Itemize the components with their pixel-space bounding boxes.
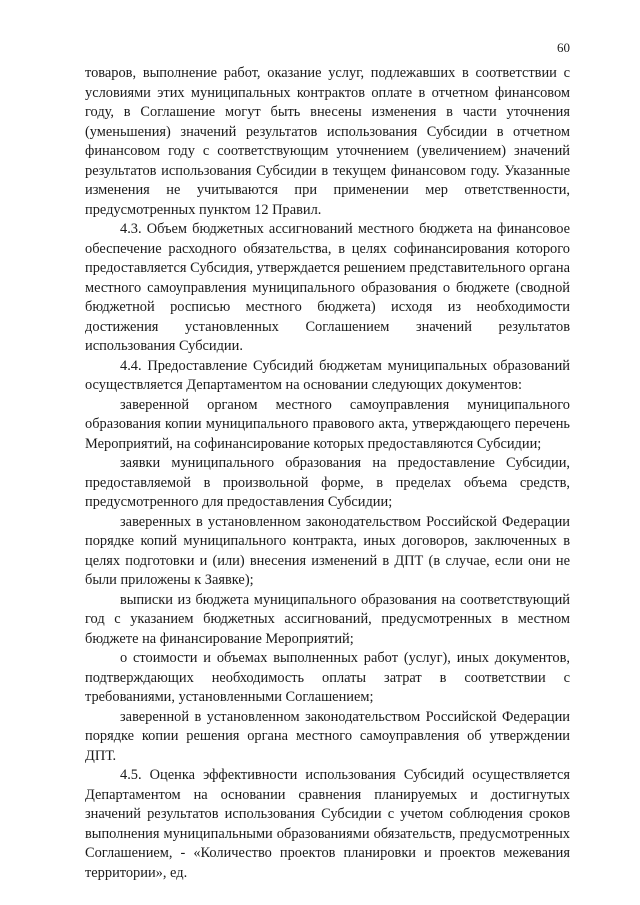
document-list-item: о стоимости и объемах выполненных работ (услуг), иных документов, подтверждающих необходимость оплаты затрат в соответствии с требованиями, установленными Соглашением; bbox=[85, 650, 570, 705]
document-list-item: заверенной органом местного самоуправления муниципального образования копии муниципального правового акта, утверждающего перечень Мероприятий, на софинансирование которых предоставляются Субсидии; bbox=[85, 396, 570, 452]
page-number: 60 bbox=[557, 40, 570, 55]
paragraph-4-5: 4.5. Оценка эффективности использования Субсидий осуществляется Департаментом на основании сравнения планируемых и достигнутых значений результатов использования Субсидии с учетом соблюдения сроков выполнения муниципальными образованиями обязательств, предусмотренных Соглашением, - «Количество проектов планировки и проектов межевания территории», ед. bbox=[85, 767, 570, 881]
paragraph-4-4: 4.4. Предоставление Субсидий бюджетам муниципальных образований осуществляется Департаментом на основании следующих документов: bbox=[85, 357, 570, 393]
document-list-item: заверенной в установленном законодательством Российской Федерации порядке копии решения органа местного самоуправления об утверждении ДПТ. bbox=[85, 708, 570, 764]
paragraph-continuation: товаров, выполнение работ, оказание услуг, подлежавших в соответствии с условиями этих муниципальных контрактов оплате в отчетном финансовом году, в Соглашение могут быть внесены изменения в части уточнения (уменьшения) значений результатов использования Субсидии в отчетном финансовом году с соответствующим уточнением (увеличением) значений результатов использования Субсидии в текущем финансовом году. Указанные изменения не учитываются при применении мер ответственности, предусмотренных пунктом 12 Правил. bbox=[85, 65, 570, 218]
document-body bbox=[85, 64, 570, 883]
paragraph-4-3: 4.3. Объем бюджетных ассигнований местного бюджета на финансовое обеспечение расходного обязательства, в целях софинансирования которого предоставляется Субсидия, утверждается решением представительного органа местного самоуправления муниципального образования о бюджете (сводной бюджетной росписью местного бюджета) исходя из необходимости достижения установленных Соглашением значений результатов использования Субсидии. bbox=[85, 221, 570, 354]
document-list-item: заверенных в установленном законодательством Российской Федерации порядке копий муниципального контракта, иных договоров, заключенных в целях подготовки и (или) внесения изменений в ДПТ (в случае, если они не были приложены к Заявке); bbox=[85, 513, 570, 588]
document-list-item: выписки из бюджета муниципального образования на соответствующий год с указанием бюджетных ассигнований, предусмотренных в местном бюджете на финансирование Мероприятий; bbox=[85, 591, 570, 647]
document-list-item: заявки муниципального образования на предоставление Субсидии, предоставляемой в произвольной форме, в пределах объема средств, предусмотренного для предоставления Субсидии; bbox=[85, 455, 570, 510]
